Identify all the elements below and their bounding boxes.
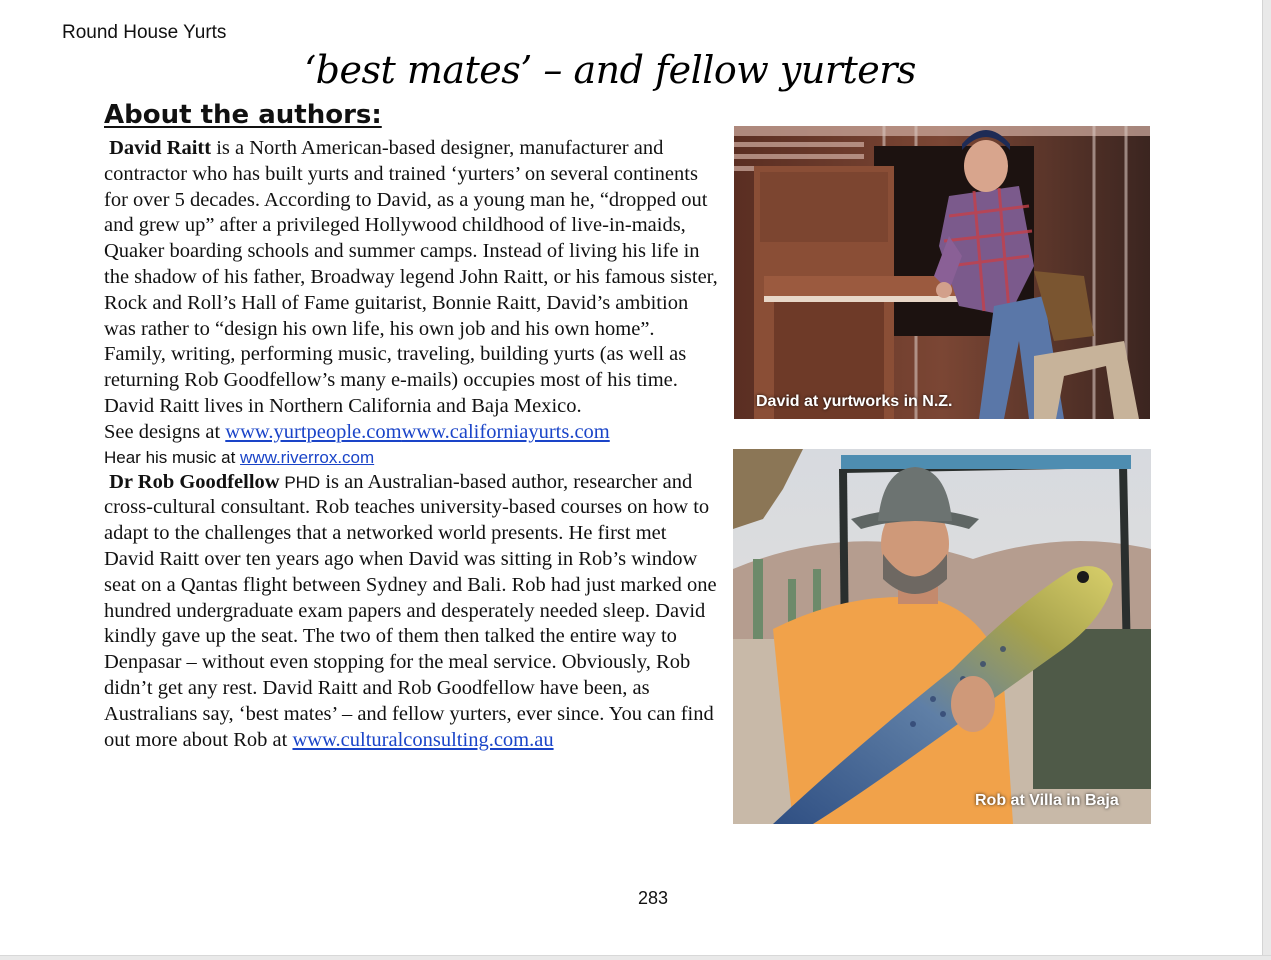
page-tagline: ‘best mates’ – and fellow yurters (304, 48, 916, 92)
rob-name: Dr Rob Goodfellow (109, 470, 280, 493)
page-bottom-edge (0, 955, 1271, 960)
californiayurts-link[interactable]: www.californiayurts.com (401, 420, 610, 443)
yurtpeople-link[interactable]: www.yurtpeople.com (225, 420, 402, 443)
david-bio: is a North American-based designer, manufacturer and contractor who has built yurts and trained ‘yurters’ on several continents for over 5 decades. According to David, as a young man he, “dropped out and grew up” after a privileged Hollywood childhood of live-in-maids, Quaker boarding schools and summer camps. Instead of living his life in the shadow of his father, Broadway legend John Raitt, or his famous sister, Rock and Roll’s Hall of Fame guitarist, Bonnie Raitt, David’s ambition was rather to “design his own life, his own job and his own home”. Family, writing, performing music, traveling, building yurts (as well as returning Rob Goodfellow’s many e-mails) occupies most of his time. David Raitt lives in Northern California and Baja Mexico. (104, 137, 718, 417)
david-designs-line (104, 420, 719, 446)
rob-bio: is an Australian-based author, researcher and cross-cultural consultant. Rob teaches university-based courses on how to adapt to the challenges that a networked world presents. He first met David Raitt over ten years ago when David was sitting in Rob’s window seat on a Qantas flight between Sydney and Bali. Rob had just marked one hundred undergraduate exam papers and desperately needed sleep. David kindly gave up the seat. The two of them then talked the entire way to Denpasar – without even stopping for the meal service. Obviously, Rob didn’t get any rest. David Raitt and Rob Goodfellow have been, as Australians say, ‘best mates’ – and fellow yurters, ever since. You can find out more about Rob at (104, 470, 717, 751)
david-music-line (104, 446, 719, 470)
page-right-edge (1262, 0, 1271, 959)
rob-photo (733, 449, 1151, 824)
designs-prefix: See designs at (104, 420, 226, 443)
david-photo (734, 126, 1150, 419)
rob-photo-caption: Rob at Villa in Baja (975, 792, 1119, 809)
music-prefix: Hear his music at (104, 447, 241, 467)
culturalconsulting-link[interactable]: www.culturalconsulting.com.au (292, 728, 554, 751)
page-number: 283 (637, 888, 669, 908)
david-photo-caption: David at yurtworks in N.Z. (756, 393, 953, 410)
authors-body (104, 136, 719, 753)
rob-paragraph (104, 470, 719, 754)
section-title: About the authors: (104, 100, 382, 130)
david-name: David Raitt (109, 137, 212, 159)
running-head: Round House Yurts (62, 22, 227, 43)
rob-title-suffix: PHD (279, 472, 321, 492)
riverrox-link[interactable]: www.riverrox.com (240, 447, 375, 467)
david-paragraph (104, 136, 719, 420)
